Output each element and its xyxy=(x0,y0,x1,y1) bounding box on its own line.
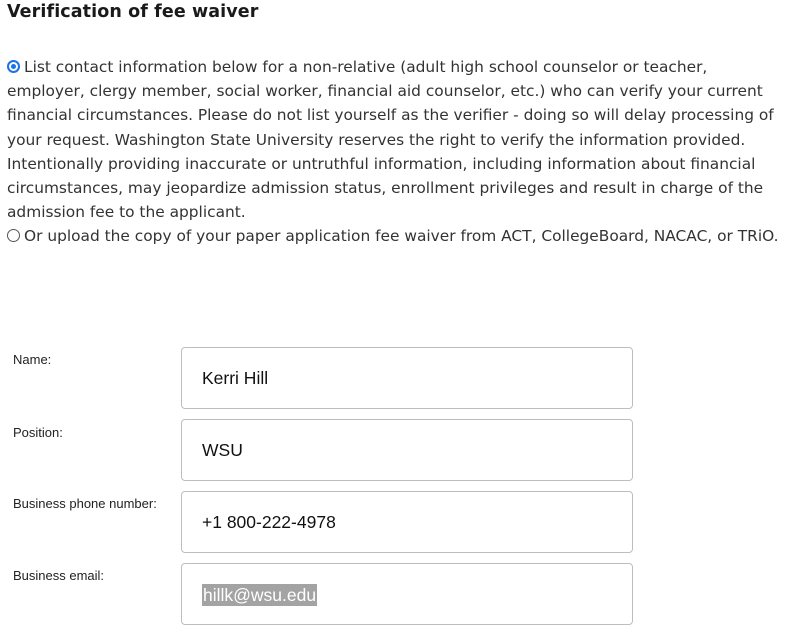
verification-method-radio-group xyxy=(7,55,787,249)
radio-selected-icon[interactable] xyxy=(7,60,20,73)
option-upload-waiver-label: Or upload the copy of your paper application fee waiver from ACT, CollegeBoard, NACAC, or TRiO. xyxy=(24,227,779,246)
section-title: Verification of fee waiver xyxy=(7,2,259,22)
email-label: Business email: xyxy=(13,568,105,583)
email-input-selected-text[interactable]: hillk@wsu.edu xyxy=(203,585,317,605)
email-field[interactable] xyxy=(181,563,633,625)
option-list-contact[interactable] xyxy=(7,55,787,224)
phone-label: Business phone number: xyxy=(13,496,157,511)
option-upload-waiver[interactable] xyxy=(7,224,787,248)
phone-field[interactable] xyxy=(181,491,633,553)
name-label: Name: xyxy=(13,352,52,367)
position-input[interactable] xyxy=(202,438,602,462)
position-label: Position: xyxy=(13,425,63,440)
option-list-contact-label: List contact information below for a non-relative (adult high school counselor or teacher, employer, clergy member, social worker, financial aid counselor, etc.) who can verify your current financial circumstances. Please do not list yourself as the verifier - doing so will delay processing of your request. Washington State University reserves the right to verify the information provided. Intentionally providing inaccurate or untruthful information, including information about financial circumstances, may jeopardize admission status, enrollment privileges and result in charge of the admission fee to the applicant. xyxy=(7,58,774,222)
name-input[interactable] xyxy=(202,366,602,390)
phone-input[interactable] xyxy=(202,510,602,534)
position-field[interactable] xyxy=(181,419,633,481)
radio-unselected-icon[interactable] xyxy=(7,229,20,242)
name-field[interactable] xyxy=(181,347,633,409)
